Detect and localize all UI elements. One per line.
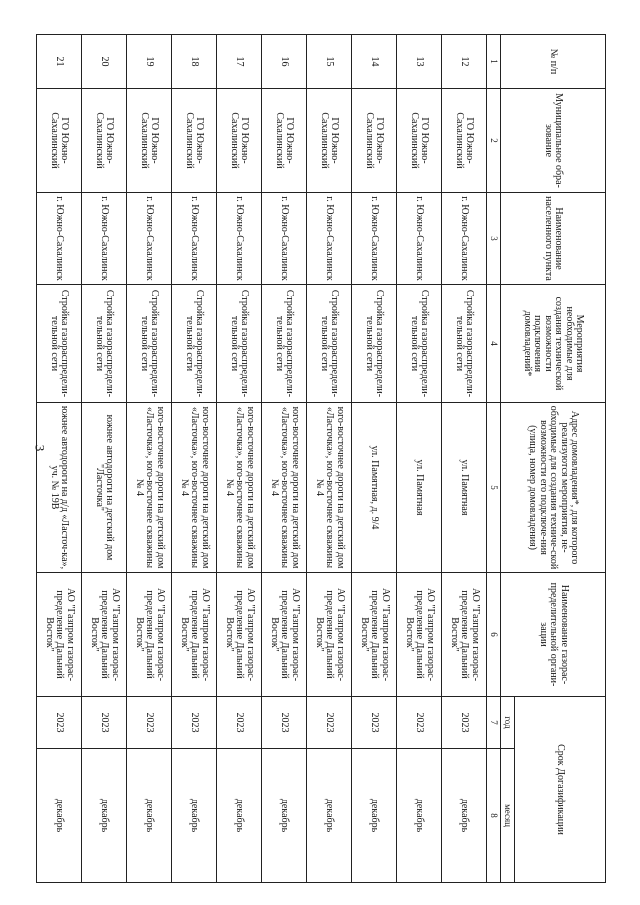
cell-measures: Стройка газораспредели-тельной сети [217,285,262,403]
table-row [307,35,352,883]
cell-municipality: ГО Южно-Сахалинский [352,89,397,193]
page-number: 3 [32,444,48,452]
cell-month: декабрь [172,749,217,883]
table-row [82,35,127,883]
cell-organization: АО "Газпром газорас-пределение Дальний Восток" [172,573,217,697]
table-row [442,35,487,883]
cell-year: 2023 [37,697,82,749]
gasification-table [36,34,606,883]
cell-settlement: г. Южно-Сахалинск [352,193,397,285]
cell-address: юго-восточнее дороги на детский дом «Ласточка», юго-восточнее скважины № 4 [307,403,352,573]
cell-measures: Стройка газораспредели-тельной сети [307,285,352,403]
cell-organization: АО "Газпром газорас-пределение Дальний Восток" [217,573,262,697]
column-number-row [487,35,501,883]
cell-month: декабрь [397,749,442,883]
column-number: 3 [487,193,501,285]
cell-municipality: ГО Южно-Сахалинский [172,89,217,193]
cell-no: 13 [397,35,442,89]
cell-no: 15 [307,35,352,89]
header-address: Адрес домовладения*, для которого реализуются мероприятия, не-обходимые для создания техниче-ской возможности его подключе-ния (улица, номер домовладения) [501,403,606,573]
column-number: 1 [487,35,501,89]
column-number: 8 [487,749,501,883]
cell-address: ул. Памятная [397,403,442,573]
table-row [172,35,217,883]
cell-no: 18 [172,35,217,89]
cell-organization: АО "Газпром газорас-пределение Дальний Восток" [442,573,487,697]
cell-address: юго-восточнее дороги на детский дом «Ласточка», юго-восточнее скважины № 4 [262,403,307,573]
table-row [262,35,307,883]
cell-settlement: г. Южно-Сахалинск [82,193,127,285]
cell-no: 21 [37,35,82,89]
cell-month: декабрь [82,749,127,883]
table-row [37,35,82,883]
cell-year: 2023 [442,697,487,749]
cell-measures: Стройка газораспредели-тельной сети [172,285,217,403]
cell-municipality: ГО Южно-Сахалинский [442,89,487,193]
cell-no: 20 [82,35,127,89]
cell-settlement: г. Южно-Сахалинск [307,193,352,285]
cell-no: 19 [127,35,172,89]
cell-address: южнее автодороги на детский дом "Ласточка" [82,403,127,573]
header-no: № п/п [501,35,606,89]
cell-month: декабрь [127,749,172,883]
cell-measures: Стройка газораспредели-тельной сети [82,285,127,403]
cell-municipality: ГО Южно-Сахалинский [307,89,352,193]
header-deadline: Срок Догазификации [515,697,606,883]
cell-organization: АО "Газпром газорас-пределение Дальний Восток" [352,573,397,697]
header-month: месяц [501,749,515,883]
cell-municipality: ГО Южно-Сахалинский [262,89,307,193]
cell-month: декабрь [262,749,307,883]
table-row [217,35,262,883]
cell-address: южнее автодороги на д/д «Ласточ-ка», уч. № 19В [37,403,82,573]
cell-settlement: г. Южно-Сахалинск [262,193,307,285]
cell-year: 2023 [397,697,442,749]
cell-no: 16 [262,35,307,89]
cell-municipality: ГО Южно-Сахалинский [127,89,172,193]
cell-measures: Стройка газораспредели-тельной сети [442,285,487,403]
cell-organization: АО "Газпром газорас-пределение Дальний Восток" [82,573,127,697]
cell-organization: АО "Газпром газорас-пределение Дальний Восток" [127,573,172,697]
table-header-row [515,35,606,883]
cell-year: 2023 [307,697,352,749]
cell-no: 12 [442,35,487,89]
cell-settlement: г. Южно-Сахалинск [217,193,262,285]
cell-year: 2023 [262,697,307,749]
cell-address: юго-восточнее дороги на детский дом «Ласточка», юго-восточнее скважины № 4 [127,403,172,573]
cell-settlement: г. Южно-Сахалинск [442,193,487,285]
cell-measures: Стройка газораспредели-тельной сети [397,285,442,403]
cell-year: 2023 [352,697,397,749]
cell-settlement: г. Южно-Сахалинск [127,193,172,285]
cell-month: декабрь [442,749,487,883]
cell-year: 2023 [217,697,262,749]
table-row [352,35,397,883]
header-organization: Наименование газорас-пределительной органи-зации [501,573,606,697]
cell-organization: АО "Газпром газорас-пределение Дальний Восток" [307,573,352,697]
cell-municipality: ГО Южно-Сахалинский [217,89,262,193]
cell-municipality: ГО Южно-Сахалинский [397,89,442,193]
cell-year: 2023 [82,697,127,749]
cell-year: 2023 [172,697,217,749]
column-number: 5 [487,403,501,573]
cell-organization: АО "Газпром газорас-пределение Дальний Восток" [397,573,442,697]
cell-measures: Стройка газораспредели-тельной сети [352,285,397,403]
cell-measures: Стройка газораспредели-тельной сети [127,285,172,403]
cell-measures: Стройка газораспредели-тельной сети [37,285,82,403]
column-number: 2 [487,89,501,193]
cell-address: ул. Памятная, д. 9/4 [352,403,397,573]
header-year: год [501,697,515,749]
cell-month: декабрь [37,749,82,883]
cell-address: юго-восточнее дороги на детский дом «Ласточка», юго-восточнее скважины № 4 [217,403,262,573]
cell-organization: АО "Газпром газорас-пределение Дальний Восток" [37,573,82,697]
header-municipality: Муниципальное обра-зование [501,89,606,193]
cell-month: декабрь [307,749,352,883]
cell-no: 17 [217,35,262,89]
cell-municipality: ГО Южно-Сахалинский [82,89,127,193]
header-measures: Мероприятия необходимые для создания технической возможности подключения домовладений* [501,285,606,403]
cell-settlement: г. Южно-Сахалинск [172,193,217,285]
column-number: 7 [487,697,501,749]
table-body [37,35,487,883]
header-settlement: Наименование населенного пункта [501,193,606,285]
table-row [127,35,172,883]
table-row [397,35,442,883]
cell-organization: АО "Газпром газорас-пределение Дальний Восток" [262,573,307,697]
cell-settlement: г. Южно-Сахалинск [37,193,82,285]
cell-address: ул. Памятная [442,403,487,573]
cell-month: декабрь [352,749,397,883]
column-number: 6 [487,573,501,697]
cell-address: юго-восточнее дороги на детский дом «Ласточка», юго-восточнее скважины № 4 [172,403,217,573]
cell-no: 14 [352,35,397,89]
cell-month: декабрь [217,749,262,883]
cell-settlement: г. Южно-Сахалинск [397,193,442,285]
cell-measures: Стройка газораспредели-тельной сети [262,285,307,403]
cell-municipality: ГО Южно-Сахалинский [37,89,82,193]
column-number: 4 [487,285,501,403]
cell-year: 2023 [127,697,172,749]
